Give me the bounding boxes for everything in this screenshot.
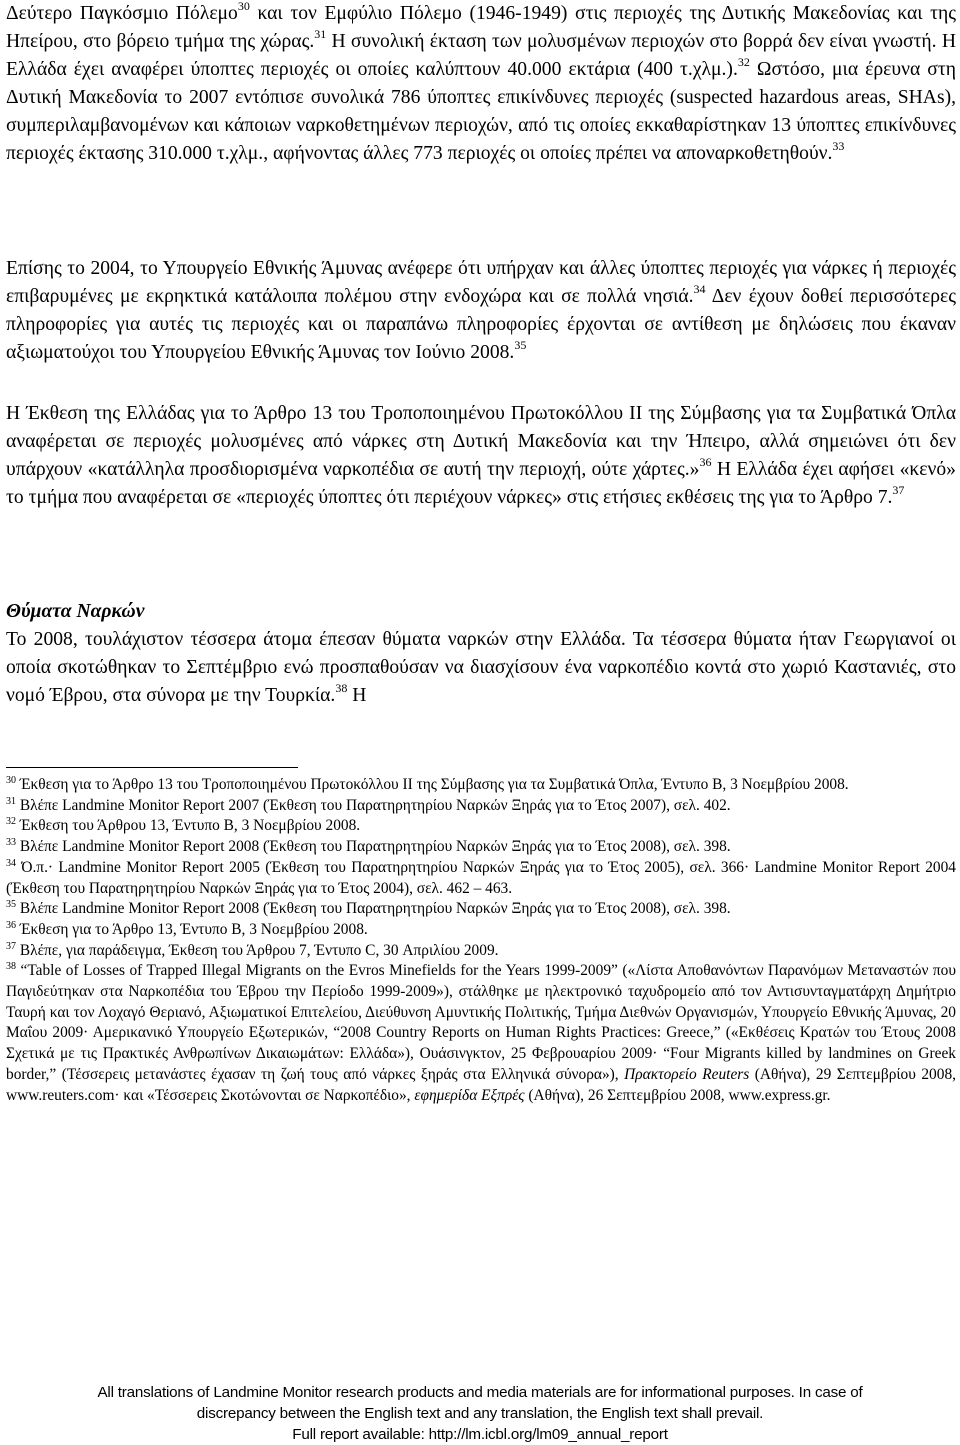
paragraph-mine-contamination: [6, 0, 956, 168]
footnote-number: 35: [6, 899, 16, 911]
p1-text-a: Δεύτερο Παγκόσμιο Πόλεμο: [6, 3, 238, 24]
footnote-text: Βλέπε Landmine Monitor Report 2008 (Έκθεση του Παρατηρητηρίου Ναρκών Ξηράς για το Έτος 2008), σελ. 398.: [16, 838, 731, 856]
footnote-number: 38: [6, 961, 16, 973]
footnote-35: [6, 899, 956, 920]
footnote-text: Βλέπε Landmine Monitor Report 2007 (Έκθεση του Παρατηρητηρίου Ναρκών Ξηράς για το Έτος 2007), σελ. 402.: [16, 796, 731, 814]
footnote-36: [6, 920, 956, 941]
footnote-number: 37: [6, 940, 16, 952]
p1-text-b: και τον Εμφύλιο Πόλεμο (1946-1949) στις περιοχές της Δυτικής Μακεδονίας και της Ηπείρου, στο βόρειο τμήμα της χώρας.: [6, 3, 956, 52]
footnote-ref-38[interactable]: 38: [335, 681, 348, 695]
footnote-number: 30: [6, 775, 16, 786]
report-link[interactable]: Full report available: http://lm.icbl.org/lm09_annual_report: [292, 1426, 668, 1443]
footnote-number: 31: [6, 795, 16, 807]
footnote-number: 36: [6, 919, 16, 931]
footnote-number: 33: [6, 837, 16, 849]
footnote-34: [6, 858, 956, 899]
p4-text-b: Η: [347, 685, 367, 706]
footnote-text: Ό.π.· Landmine Monitor Report 2005 (Έκθεση του Παρατηρητηρίου Ναρκών Ξηράς για το Έτος 2005), σελ. 366· Landmine Monitor Report 2004 (Έκθεση του Παρατηρητηρίου Ναρκών Ξηράς για το Έτος 2004), σελ. 462 – 463.: [6, 858, 956, 897]
p2-text-b: Δεν έχουν δοθεί περισσότερες πληροφορίες για αυτές τις περιοχές και οι παραπάνω πληροφορίες έρχονται σε αντίθεση με δηλώσεις που έκαναν αξιωματούχοι του Υπουργείου Εθνικής Άμυνας τον Ιούνιο 2008.: [6, 286, 956, 363]
footnote-33: [6, 837, 956, 858]
footnote-ref-37[interactable]: 37: [892, 483, 905, 497]
footnote-number: 32: [6, 816, 16, 828]
footnote-text: Έκθεση για το Άρθρο 13 του Τροποποιημένου Πρωτοκόλλου ΙΙ της Σύμβασης για τα Συμβατικά Όπλα, Έντυπο Β, 3 Νοεμβρίου 2008.: [16, 776, 849, 793]
footnote-number: 34: [6, 857, 16, 869]
footnote-ref-33[interactable]: 33: [832, 139, 845, 153]
p3-text-b: Η Ελλάδα έχει αφήσει «κενό» το τμήμα που αναφέρεται σε «περιοχές ύποπτες ότι περιέχουν νάρκες» στις ετήσιες εκθέσεις της για το Άρθρο 7.: [6, 459, 956, 508]
footnote-text: (Αθήνα), 29 Σεπτεμβρίου 2008, www.reuters.com· και «Τέσσερεις Σκοτώνονται σε Ναρκοπέδιο»,: [6, 1065, 956, 1104]
footnote-ref-30[interactable]: 30: [237, 0, 250, 13]
footnote-text: “Table of Losses of Trapped Illegal Migrants on the Evros Minefields for the Years 1999-2009” («Λίστα Αποθανόντων Παρανόμων Μεταναστών που Παγιδεύτηκαν στα Ναρκοπέδια του Έβρου την Περίοδο 1999-2009»), στάλθηκε με ηλεκτρονικό ταχυδρομείο από τον Αντισυνταγματάρχη Δημήτριο Ταυρή και τον Λοχαγό Θεριανό, Αξιωματικοί Επιτελείου, Διεύθυνση Αμυντικής Πολιτικής, Τμήμα Διεθνών Οργανισμών, Υπουργείο Εθνικής Άμυνας, 20 Μαΐου 2009· Αμερικανικό Υπουργείο Εξωτερικών, “2008 Country Reports on Human Rights Practices: Greece,” («Εκθέσεις Κρατών του Έτους 2008 Σχετικά με τις Πρακτικές Ανθρωπίνων Δικαιωμάτων: Ελλάδα»), Ουάσινγκτον, 25 Φεβρουαρίου 2009· “Four Migrants killed by landmines on Greek border,” (Τέσσερεις μετανάστες έχασαν τη ζωή τους από νάρκες ξηράς στα Ελληνικά σύνορα»),: [6, 962, 956, 1083]
footnote-separator: [6, 767, 298, 768]
footnote-32: [6, 816, 956, 837]
footnote-ref-36[interactable]: 36: [699, 455, 712, 469]
p4-text-a: Το 2008, τουλάχιστον τέσσερα άτομα έπεσαν θύματα ναρκών στην Ελλάδα. Τα τέσσερα θύματα ήταν Γεωργιανοί οι οποία σκοτώθηκαν το Σεπτέμβριο ενώ προσπαθούσαν να διασχίσουν ένα ναρκοπέδιο κοντά στο χωριό Καστανιές, στο νομό Έβρου, στα σύνορα με την Τουρκία.: [6, 629, 956, 706]
footnote-text: Έκθεση για το Άρθρο 13, Έντυπο Β, 3 Νοεμβρίου 2008.: [16, 920, 368, 938]
footnote-ref-31[interactable]: 31: [314, 27, 327, 41]
footnotes: [6, 775, 956, 1106]
paragraph-casualties: [6, 626, 956, 710]
footnote-31: [6, 796, 956, 817]
footnote-ref-32[interactable]: 32: [737, 55, 750, 69]
footnote-37: [6, 941, 956, 962]
source-reuters: Πρακτορείο Reuters: [624, 1065, 750, 1083]
footnote-text: Βλέπε Landmine Monitor Report 2008 (Έκθεση του Παρατηρητηρίου Ναρκών Ξηράς για το Έτος 2008), σελ. 398.: [16, 900, 731, 918]
footnote-30: [6, 775, 956, 796]
source-express: εφημερίδα Εξπρές: [414, 1086, 525, 1104]
p1-text-c: Η συνολική έκταση των μολυσμένων περιοχών στο βορρά δεν είναι γνωστή. Η Ελλάδα έχει αναφέρει ύποπτες περιοχές οι οποίες καλύπτουν 40.000 εκτάρια (400 τ.χλμ.).: [6, 31, 956, 80]
p2-text-a: Επίσης το 2004, το Υπουργείο Εθνικής Άμυνας ανέφερε ότι υπήρχαν και άλλες ύποπτες περιοχές για νάρκες ή περιοχές επιβαρυμένες με εκρηκτικά κατάλοιπα πολέμου στην ενδοχώρα και σε πολλά νησιά.: [6, 258, 956, 307]
footnote-text: Έκθεση του Άρθρου 13, Έντυπο Β, 3 Νοεμβρίου 2008.: [16, 817, 361, 835]
p1-text-d: Ωστόσο, μια έρευνα στη Δυτική Μακεδονία το 2007 εντόπισε συνολικά 786 ύποπτες επικίνδυνες περιοχές (suspected hazardous areas, SHAs), συμπεριλαμβανομένων και κάποιων ναρκοθετημένων περιοχών, από τις οποίες εκκαθαρίστηκαν 13 ύποπτες επικίνδυνες περιοχές έκτασης 310.000 τ.χλμ., αφήνοντας άλλες 773 περιοχές οι οποίες πρέπει να απoναρκοθετηθούν.: [6, 59, 956, 164]
footnote-ref-34[interactable]: 34: [693, 282, 706, 296]
p3-text-a: Η Έκθεση της Ελλάδας για το Άρθρο 13 του Τροποποιημένου Πρωτοκόλλου ΙΙ της Σύμβασης για τα Συμβατικά Όπλα αναφέρεται σε περιοχές μολυσμένες από νάρκες στη Δυτική Μακεδονία και την Ήπειρο, αλλά σημειώνει ότι δεν υπάρχουν «κατάλληλα προσδιορισμένα ναρκοπέδια σε αυτή την περιοχή, ούτε χάρτες.»: [6, 403, 956, 480]
section-heading-casualties: Θύματα Ναρκών: [6, 601, 145, 622]
disclaimer-line-1: All translations of Landmine Monitor research products and media materials are for informational purposes. In case of: [97, 1384, 863, 1401]
translation-disclaimer: [0, 1382, 960, 1445]
footnote-text: (Αθήνα), 26 Σεπτεμβρίου 2008, www.express.gr.: [524, 1086, 831, 1104]
footnote-38: [6, 961, 956, 1106]
footnote-ref-35[interactable]: 35: [514, 338, 527, 352]
paragraph-article-13-report: [6, 400, 956, 512]
paragraph-ministry-report: [6, 255, 956, 367]
footnote-text: Βλέπε, για παράδειγμα, Έκθεση του Άρθρου 7, Έντυπο C, 30 Απριλίου 2009.: [16, 941, 499, 959]
disclaimer-line-2: discrepancy between the English text and any translation, the English text shall prevail.: [196, 1405, 764, 1422]
